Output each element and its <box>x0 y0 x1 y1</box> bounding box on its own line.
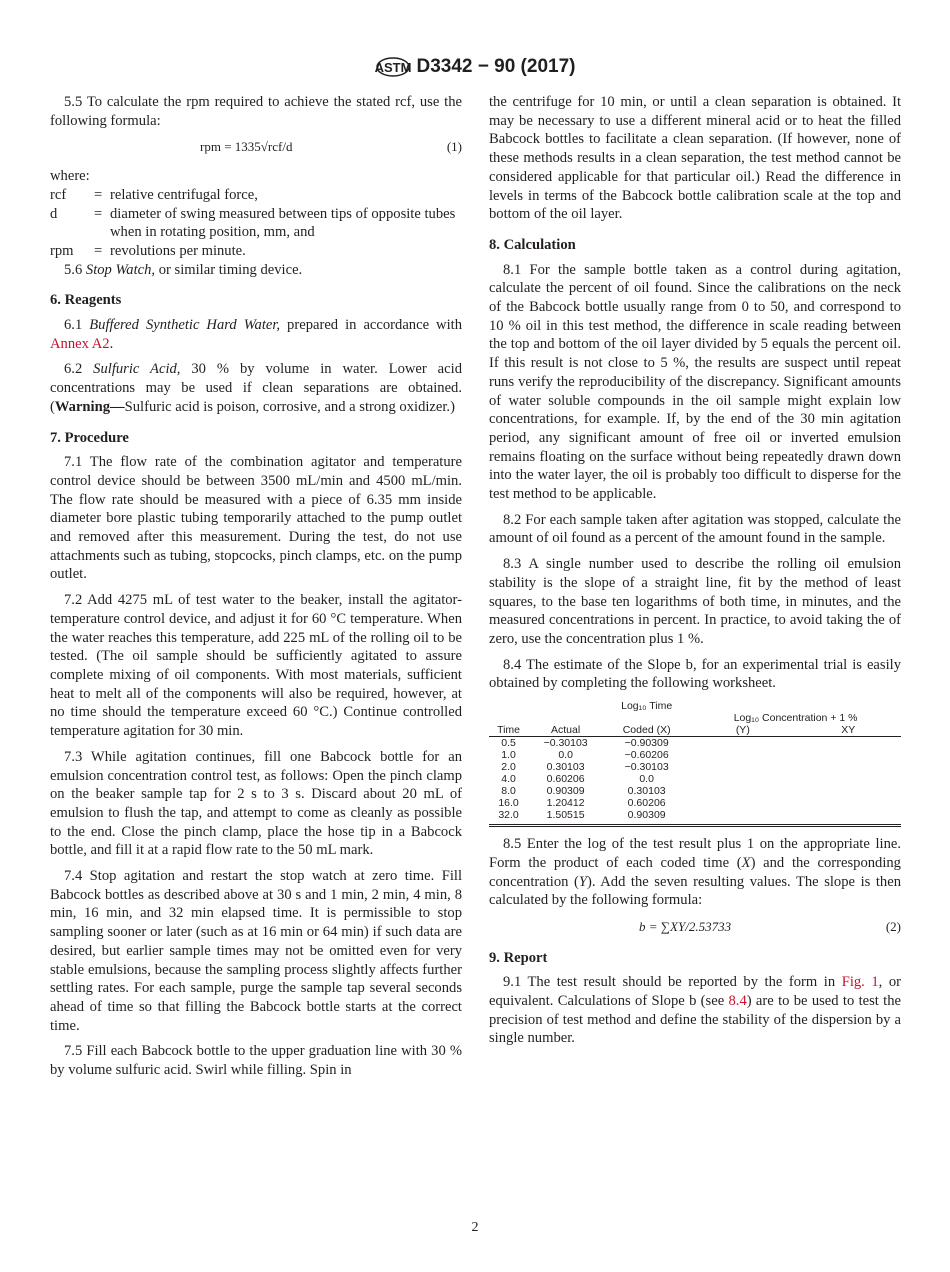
text-run: , or equivalent. Calculations of Slope b (see <box>489 974 901 1010</box>
table-cell[interactable] <box>690 761 795 773</box>
table-cell: −0.30103 <box>543 737 588 750</box>
text-run: 8.1 For the sample bottle taken as a control during agitation, calculate the percent of oil found. Since the calibrations on the neck of the Babcock bottle usually range from 0 to 50, and correspond to 10 % oil in this test method, the difference in scale reading between the top and bottom of the oil layer divided by 5 equals the percent oil. If this result is not close to 5 %, the results are suspect until repeat runs verify the reproducibility of the discrepancy. Significant amounts of water soluble compounds in the oil sample might explain low concentrations, for example. If, by the end of the 30 min agitation period, any significant amount of free oil or inverted emulsion remains floating on the surface without being repeatedly drawn down into the water layer, the oil is probably too difficult to disperse for the test method to be applicable. <box>489 261 901 503</box>
text-run: Y <box>578 873 587 890</box>
text-run: Sulfuric acid is poison, corrosive, and a strong oxidizer.) <box>124 398 455 415</box>
text-run: 6.2 <box>64 361 94 378</box>
table-cell: 0.90309 <box>603 809 690 826</box>
column-header: Time <box>489 724 528 737</box>
table-cell: 0.5 <box>501 737 516 750</box>
section-heading: 6. Reagents <box>50 292 122 309</box>
text-run: ) and the corresponding concentration ( <box>489 854 901 890</box>
paragraph <box>50 748 462 860</box>
text-run: the centrifuge for 10 min, or until a clean separation is obtained. It may be necessary to use a different mineral acid or to heat the filled Babcock bottles to facilitate a clean separation. (If however, none of these methods results in a clean separation, the test method cannot be considered applicable for that particular oil.) Read the difference in levels in terms of the Babcock bottle calibration scale at the top and bottom of the oil layer. <box>489 94 901 223</box>
definition-item <box>50 186 462 205</box>
svg-text:ASTM: ASTM <box>374 60 411 75</box>
table-cell[interactable] <box>690 749 795 761</box>
text-run: 7.3 While agitation continues, fill one Babcock bottle for an emulsion concentration control test, as follows: Open the pinch clamp on the beaker sample tap for 2 s to 3 s. Discard about 20 mL of emulsion to flush the tap, and attempt to come as cleanly as possible to the end. Close the pinch clamp, place the hose tip in a Babcock bottle, and fill it at a rapid flow rate to the 50 mL mark. <box>50 748 462 859</box>
text-run: 7.2 Add 4275 mL of test water to the beaker, install the agitator-temperature control device, and adjust it for 60 °C temperature. When the water reaches this temperature, add 225 mL of the rolling oil to be tested. (The oil sample should be sufficiently agitated to assure complete mixing of oil components. With most materials, sufficient heat to melt all of the components will also be required, however, at no time should the temperature exceed 60 °C.) Continue controlled temperature agitation for 30 min. <box>50 592 462 740</box>
equation-number: (2) <box>885 918 901 934</box>
equation-formula: rpm = 1335√rcf/d <box>200 139 293 155</box>
text-run: 7.4 Stop agitation and restart the stop watch at zero time. Fill Babcock bottles as described above at 30 s and 1 min, 2 min, 4 min, 8 min, 16 min, and 32 min elapsed time. It is permissible to stop sampling sooner or later (such as at 16 min or 64 min) if such data are desired, but earlier sample times may not be omitted even for very stable emulsions, because the sampling process slightly affects further settling rates. For each sample, purge the sample tap several seconds ahead of time so that filling the Babcock bottle starts at the correct time. <box>50 868 462 1034</box>
table-cell: 8.0 <box>501 785 516 798</box>
table-row <box>489 797 901 809</box>
table-cell[interactable] <box>795 773 901 785</box>
table-cell: 0.30103 <box>627 785 666 798</box>
text-run: 5.5 To calculate the rpm required to achieve the stated rcf, use the following formula: <box>50 94 462 129</box>
left-column <box>50 93 462 1087</box>
equation <box>50 138 462 157</box>
column-header: Actual <box>528 724 603 737</box>
equation-number: (1) <box>446 139 462 155</box>
table-cell: 0.60206 <box>627 797 666 810</box>
definition-item <box>50 242 462 261</box>
paragraph <box>489 555 901 649</box>
section-heading: 9. Report <box>489 949 548 966</box>
table-cell: 0.90309 <box>546 785 585 798</box>
text-run: 6.1 <box>64 317 90 334</box>
definition-item <box>50 205 462 242</box>
equation-formula: b = ∑XY/2.53733 <box>639 918 732 934</box>
table-cell: 2.0 <box>501 761 516 774</box>
table-cell[interactable] <box>690 797 795 809</box>
cross-reference-link[interactable]: Fig. 1 <box>841 974 879 991</box>
paragraph <box>489 511 901 548</box>
table-cell[interactable] <box>795 797 901 809</box>
text-run: Warning— <box>54 398 125 415</box>
definition-val: relative centrifugal force, <box>110 186 258 203</box>
table-row <box>489 737 901 750</box>
text-run: Sulfuric Acid, <box>93 361 181 378</box>
text-run: X <box>741 854 751 871</box>
paragraph <box>489 656 901 693</box>
concentration-header: Log₁₀ Concentration + 1 % <box>733 712 858 725</box>
text-run: 8.3 A single number used to describe the rolling oil emulsion stability is the slope of a straight line, fit by the method of least squares, to the base ten logarithms of both time, in minutes, and the measured concentrations in percent. In practice, to avoid taking the of zero, use the concentration plus 1 %. <box>489 556 901 647</box>
page-header <box>0 52 950 82</box>
paragraph <box>50 591 462 741</box>
column-header: (Y) <box>690 724 795 737</box>
table-cell: −0.60206 <box>624 749 669 762</box>
text-run: 8.4 The estimate of the Slope b, for an experimental trial is easily obtained by completing the following worksheet. <box>489 656 901 692</box>
text-run: 8.5 Enter the log of the test result plus 1 on the appropriate line. Form the product of each coded time ( <box>489 836 901 871</box>
table-cell: 1.20412 <box>546 797 585 810</box>
paragraph <box>50 360 462 416</box>
definition-val: diameter of swing measured between tips of opposite tubes when in rotating position, mm, and <box>110 205 456 241</box>
table-cell[interactable] <box>690 809 795 826</box>
text-run: where: <box>50 168 90 185</box>
paragraph <box>50 261 462 280</box>
table-cell[interactable] <box>795 761 901 773</box>
equation <box>489 918 901 937</box>
section-heading: 8. Calculation <box>489 236 576 253</box>
table-cell[interactable] <box>795 809 901 826</box>
text-run: ) are to be used to test the precision of test method and define the stability of the dispersion by a single number. <box>489 993 901 1047</box>
group-header: Log₁₀ Time <box>621 700 673 713</box>
text-run: 7.1 The flow rate of the combination agitator and temperature control device should be between 3500 mL/min and 4500 mL/min. The flow rate should be measured with a piece of 6.35 mm inside diameter bore plastic tubing temporarily attached to the pump outlet and removed after this measurement. During the test, do not use attachments such as tubing, stopcocks, pinch clamps, etc. on the pump outlet. <box>50 454 462 583</box>
table-cell[interactable] <box>795 737 901 750</box>
table-row <box>489 761 901 773</box>
table-cell: 16.0 <box>498 797 519 810</box>
table-cell: 0.60206 <box>546 773 585 786</box>
table-cell[interactable] <box>690 785 795 797</box>
definition-val: revolutions per minute. <box>110 242 246 259</box>
table-cell: −0.30103 <box>624 761 669 774</box>
text-run: ). Add the seven resulting values. The slope is then calculated by the following formula: <box>489 873 901 909</box>
table-row <box>489 749 901 761</box>
paragraph <box>489 973 901 1048</box>
text-run: prepared in accordance with <box>280 317 462 334</box>
table-cell: −0.90309 <box>624 737 669 750</box>
text-run: or similar timing device. <box>155 261 303 278</box>
table-cell[interactable] <box>795 749 901 761</box>
table-cell[interactable] <box>690 737 795 750</box>
definition-key: rpm <box>50 242 74 259</box>
table-cell: 0.0 <box>558 749 573 762</box>
definition-eq: = <box>94 205 103 222</box>
paragraph <box>50 167 462 186</box>
table-cell: 1.50515 <box>528 809 603 826</box>
definition-key: rcf <box>50 186 67 203</box>
text-run: 9.1 The test result should be reported by the form in <box>503 974 842 991</box>
table-cell: 1.0 <box>501 749 516 762</box>
worksheet-table <box>489 700 901 827</box>
text-run: 5.6 <box>64 261 86 278</box>
column-header: XY <box>795 724 901 737</box>
text-run: Stop Watch, <box>85 261 156 278</box>
table-cell: 0.30103 <box>546 761 585 774</box>
paragraph <box>489 835 901 910</box>
text-run: 8.2 For each sample taken after agitation was stopped, calculate the amount of oil found as a percent of the amount found in the sample. <box>489 511 901 547</box>
table-cell[interactable] <box>690 773 795 785</box>
paragraph <box>50 316 462 353</box>
text-run: Buffered Synthetic Hard Water, <box>89 317 281 334</box>
definition-key: d <box>50 205 58 222</box>
astm-logo-icon <box>375 52 411 82</box>
table-cell[interactable] <box>795 785 901 797</box>
cross-reference-link[interactable]: 8.4 <box>728 993 747 1010</box>
paragraph <box>50 867 462 1035</box>
document-designation: D3342 − 90 (2017) <box>416 56 576 78</box>
paragraph <box>50 1042 462 1079</box>
table-row <box>489 773 901 785</box>
text-run: . <box>109 335 114 352</box>
table-row <box>489 785 901 797</box>
table-cell: 4.0 <box>501 773 516 786</box>
right-column <box>489 93 901 1055</box>
column-header: Coded (X) <box>603 724 690 737</box>
paragraph <box>50 93 462 130</box>
table-cell: 32.0 <box>489 809 528 826</box>
paragraph <box>489 261 901 504</box>
section-heading: 7. Procedure <box>50 429 129 446</box>
cross-reference-link[interactable]: Annex A2 <box>50 335 110 352</box>
text-run: 7.5 Fill each Babcock bottle to the upper graduation line with 30 % by volume sulfuric acid. Swirl while filling. Spin in <box>50 1043 462 1079</box>
definition-eq: = <box>94 186 103 203</box>
text-run: 30 % by volume in water. Lower acid concentrations may be used if clean separations are obtained. ( <box>50 361 462 415</box>
table-row <box>489 809 901 826</box>
table-cell: 0.0 <box>639 773 654 786</box>
definition-eq: = <box>94 242 103 259</box>
paragraph <box>50 453 462 584</box>
paragraph <box>489 93 901 224</box>
page-number: 2 <box>471 1220 479 1235</box>
